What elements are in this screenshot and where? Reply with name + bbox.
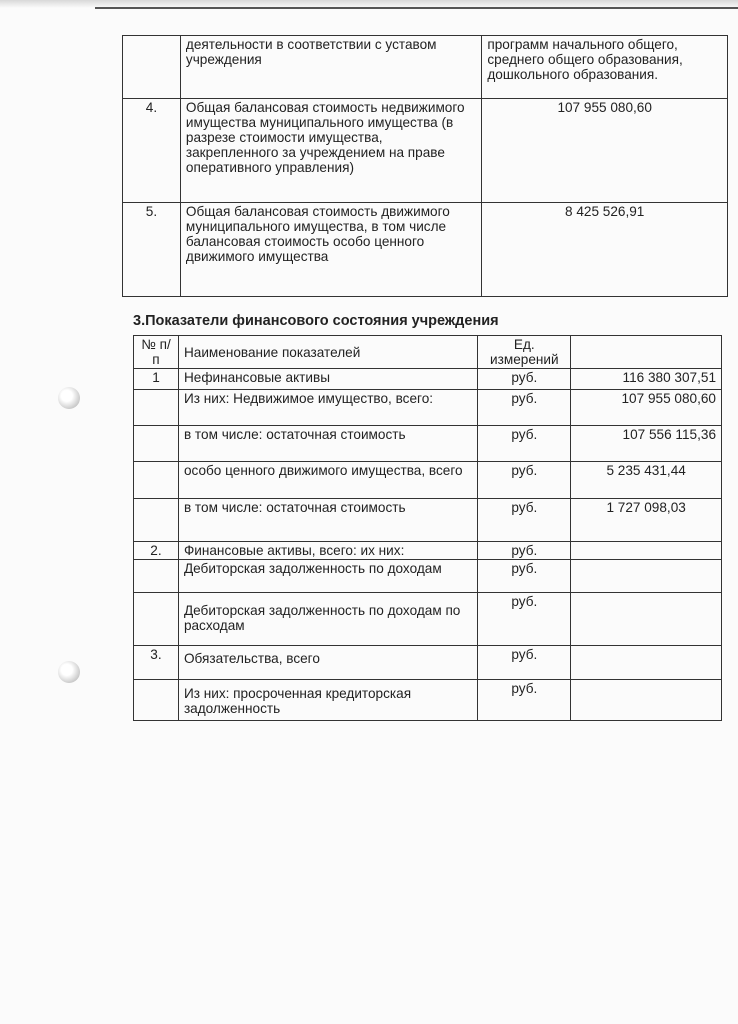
table-row xyxy=(134,499,722,542)
row-value: 1 727 098,03 xyxy=(571,499,722,542)
table-row xyxy=(123,203,728,297)
row-unit: руб. xyxy=(478,542,571,560)
header-num: № п/п xyxy=(134,336,179,369)
row-value xyxy=(571,680,722,721)
table-row xyxy=(134,390,722,426)
row-name: Обязательства, всего xyxy=(178,646,477,680)
row-value xyxy=(571,542,722,560)
row-value xyxy=(571,646,722,680)
row-number: 2. xyxy=(134,542,179,560)
row-number: 5. xyxy=(123,203,181,297)
property-table xyxy=(122,35,728,297)
row-name: Общая балансовая стоимость недвижимого имущества муниципального имущества (в разрезе стоимости имущества, закрепленного за учреждением на праве оперативного управления) xyxy=(180,99,481,203)
row-name: Нефинансовые активы xyxy=(178,369,477,390)
row-number xyxy=(123,36,181,99)
financial-indicators-table xyxy=(133,335,722,721)
row-name: деятельности в соответствии с уставом учреждения xyxy=(180,36,481,99)
table-row xyxy=(134,593,722,646)
row-number xyxy=(134,680,179,721)
row-number xyxy=(134,390,179,426)
table-header-row xyxy=(134,336,722,369)
row-number: 3. xyxy=(134,646,179,680)
row-number: 4. xyxy=(123,99,181,203)
table-row xyxy=(134,646,722,680)
scan-edge-line xyxy=(95,7,738,9)
row-unit: руб. xyxy=(478,680,571,721)
row-number xyxy=(134,499,179,542)
row-unit: руб. xyxy=(478,499,571,542)
row-value: 5 235 431,44 xyxy=(571,462,722,499)
row-unit: руб. xyxy=(478,646,571,680)
row-number xyxy=(134,462,179,499)
row-unit: руб. xyxy=(478,390,571,426)
row-value: 107 556 115,36 xyxy=(571,426,722,462)
row-name: в том числе: остаточная стоимость xyxy=(178,426,477,462)
header-value xyxy=(571,336,722,369)
table-row xyxy=(134,680,722,721)
row-number xyxy=(134,560,179,593)
row-name: Общая балансовая стоимость движимого муниципального имущества, в том числе балансовая стоимость особо ценного движимого имущества xyxy=(180,203,481,297)
table-row xyxy=(123,99,728,203)
section-title: 3.Показатели финансового состояния учреждения xyxy=(133,313,499,329)
row-unit: руб. xyxy=(478,369,571,390)
table-row xyxy=(123,36,728,99)
table-row xyxy=(134,560,722,593)
row-name: в том числе: остаточная стоимость xyxy=(178,499,477,542)
header-unit: Ед. измерений xyxy=(478,336,571,369)
table-row xyxy=(134,542,722,560)
row-value: 107 955 080,60 xyxy=(482,99,728,203)
row-number: 1 xyxy=(134,369,179,390)
row-number xyxy=(134,426,179,462)
row-number xyxy=(134,593,179,646)
row-unit: руб. xyxy=(478,462,571,499)
table-row xyxy=(134,426,722,462)
row-value xyxy=(571,560,722,593)
table-row xyxy=(134,462,722,499)
punch-hole-icon xyxy=(58,661,80,683)
row-value: 8 425 526,91 xyxy=(482,203,728,297)
header-name: Наименование показателей xyxy=(178,336,477,369)
row-value: 107 955 080,60 xyxy=(571,390,722,426)
row-unit: руб. xyxy=(478,560,571,593)
table-row xyxy=(134,369,722,390)
row-value: программ начального общего, среднего общего образования, дошкольного образования. xyxy=(482,36,728,99)
row-value: 116 380 307,51 xyxy=(571,369,722,390)
row-name: Из них: Недвижимое имущество, всего: xyxy=(178,390,477,426)
row-name: Дебиторская задолженность по доходам по расходам xyxy=(178,593,477,646)
row-value xyxy=(571,593,722,646)
row-name: особо ценного движимого имущества, всего xyxy=(178,462,477,499)
row-unit: руб. xyxy=(478,593,571,646)
row-name: Из них: просроченная кредиторская задолженность xyxy=(178,680,477,721)
punch-hole-icon xyxy=(58,387,80,409)
row-name: Финансовые активы, всего: их них: xyxy=(178,542,477,560)
row-unit: руб. xyxy=(478,426,571,462)
row-name: Дебиторская задолженность по доходам xyxy=(178,560,477,593)
